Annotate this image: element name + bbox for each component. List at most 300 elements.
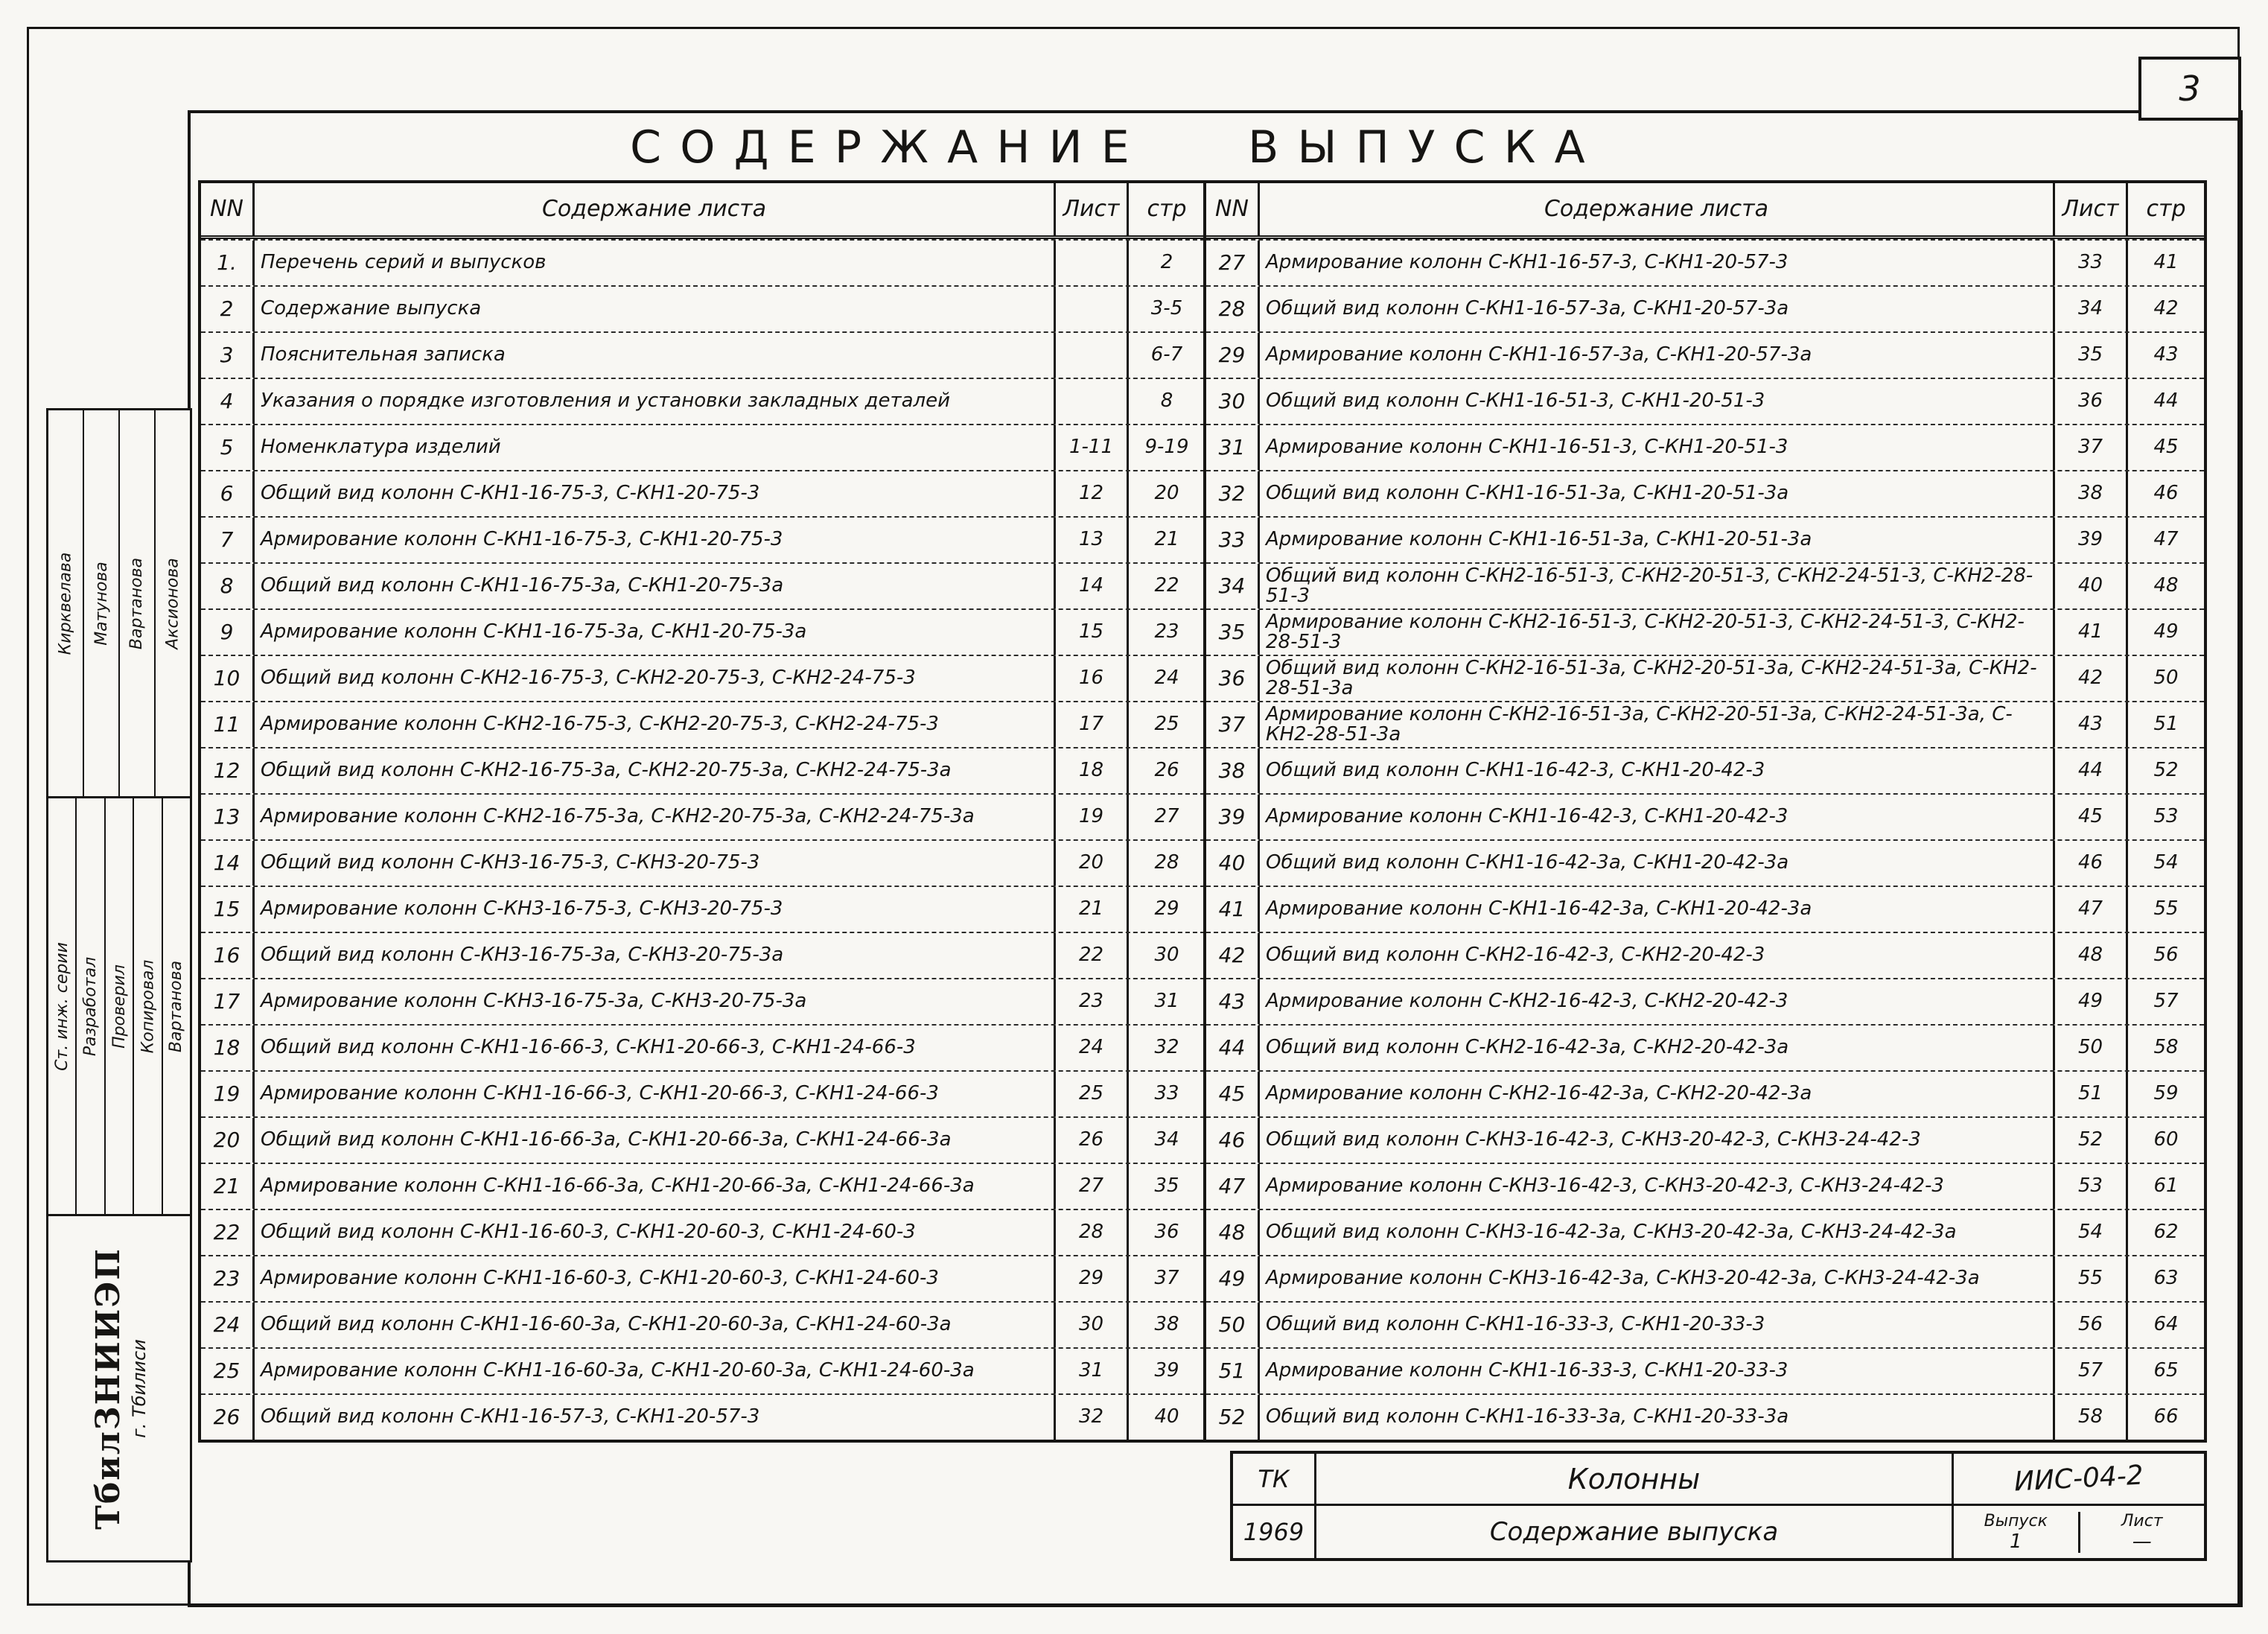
cell-content: Общий вид колонн С-КН1-16-51-3, С-КН1-20-51-3 — [1260, 379, 2055, 424]
cell-nn: 26 — [201, 1395, 255, 1440]
cell-page: 26 — [1154, 759, 1179, 782]
cell-sheet: 36 — [2055, 379, 2128, 424]
cell-sheet: 21 — [1056, 887, 1129, 932]
table-row — [201, 1301, 1205, 1347]
stamp-cell-text: Копировал — [138, 959, 157, 1053]
cell-nn: 30 — [1206, 379, 1260, 424]
stamp-cell — [48, 410, 83, 796]
cell-page: 39 — [1154, 1359, 1179, 1382]
table-row — [201, 932, 1205, 978]
cell-page: 29 — [1154, 897, 1179, 921]
cell-content: Общий вид колонн С-КН3-16-75-3, С-КН3-20-75-3 — [255, 841, 1056, 886]
table-row — [201, 1070, 1205, 1116]
stamp-roles-section — [48, 798, 190, 1216]
cell-content: Армирование колонн С-КН1-16-75-3а, С-КН1-20-75-3а — [255, 610, 1056, 655]
cell-content: Общий вид колонн С-КН2-16-42-3, С-КН2-20-42-3 — [1260, 933, 2055, 978]
cell-content: Армирование колонн С-КН1-16-75-3, С-КН1-20-75-3 — [255, 518, 1056, 562]
cell-page: 41 — [2153, 251, 2179, 274]
cell-sheet: 46 — [2055, 841, 2128, 886]
title-block-issue-sheet — [1954, 1506, 2204, 1558]
page-title: СОДЕРЖАНИЕ ВЫПУСКА — [630, 121, 1604, 174]
cell-sheet: 17 — [1056, 702, 1129, 747]
cell-sheet: 55 — [2055, 1256, 2128, 1301]
organization-city: г. Тбилиси — [128, 1338, 150, 1438]
table-row — [201, 470, 1205, 516]
table-row — [201, 1209, 1205, 1255]
table-row — [1206, 793, 2204, 839]
stamp-cell-text: Ст. инж. серии — [52, 941, 71, 1071]
table-row — [201, 516, 1205, 562]
cell-nn: 39 — [1206, 795, 1260, 839]
cell-page: 2 — [1160, 251, 1173, 274]
table-row — [1206, 516, 2204, 562]
table-body-left — [201, 239, 1205, 1440]
cell-content: Общий вид колонн С-КН2-16-51-3а, С-КН2-20-51-3а, С-КН2-24-51-3а, С-КН2-28-51-3а — [1260, 656, 2055, 701]
approval-stamp-strip — [46, 408, 192, 1563]
cell-page: 55 — [2153, 897, 2179, 921]
cell-content: Общий вид колонн С-КН1-16-57-3, С-КН1-20-57-3 — [255, 1395, 1056, 1440]
cell-page: 49 — [2153, 620, 2179, 643]
cell-nn: 49 — [1206, 1256, 1260, 1301]
cell-page: 47 — [2153, 528, 2179, 551]
cell-page: 20 — [1154, 482, 1179, 505]
cell-content: Пояснительная записка — [255, 333, 1056, 378]
table-row — [1206, 1116, 2204, 1163]
cell-content: Армирование колонн С-КН2-16-51-3, С-КН2-20-51-3, С-КН2-24-51-3, С-КН2-28-51-3 — [1260, 610, 2055, 655]
cell-nn: 14 — [201, 841, 255, 886]
cell-page: 62 — [2153, 1221, 2179, 1244]
cell-sheet: 47 — [2055, 887, 2128, 932]
cell-content: Общий вид колонн С-КН1-16-60-3, С-КН1-20-60-3, С-КН1-24-60-3 — [255, 1210, 1056, 1255]
cell-content: Армирование колонн С-КН2-16-75-3а, С-КН2-20-75-3а, С-КН2-24-75-3а — [255, 795, 1056, 839]
cell-page: 40 — [1154, 1405, 1179, 1428]
cell-page: 45 — [2153, 436, 2179, 459]
cell-content: Армирование колонн С-КН3-16-42-3а, С-КН3-20-42-3а, С-КН3-24-42-3а — [1260, 1256, 2055, 1301]
table-row — [201, 839, 1205, 886]
cell-page: 33 — [1154, 1082, 1179, 1105]
contents-table-left — [198, 180, 1208, 1443]
cell-page: 63 — [2153, 1267, 2179, 1290]
cell-content: Общий вид колонн С-КН1-16-75-3, С-КН1-20-75-3 — [255, 471, 1056, 516]
table-row — [201, 608, 1205, 655]
cell-content: Общий вид колонн С-КН3-16-42-3, С-КН3-20-42-3, С-КН3-24-42-3 — [1260, 1118, 2055, 1163]
table-row — [1206, 1024, 2204, 1070]
table-row — [1206, 562, 2204, 608]
cell-page: 61 — [2153, 1174, 2179, 1198]
table-row — [1206, 1393, 2204, 1440]
title-block-series — [1954, 1454, 2204, 1506]
cell-content: Общий вид колонн С-КН2-16-75-3а, С-КН2-20-75-3а, С-КН2-24-75-3а — [255, 748, 1056, 793]
stamp-cell — [75, 798, 103, 1214]
table-row — [1206, 839, 2204, 886]
cell-page: 36 — [1154, 1221, 1179, 1244]
cell-sheet: 22 — [1056, 933, 1129, 978]
cell-content: Общий вид колонн С-КН1-16-42-3, С-КН1-20-42-3 — [1260, 748, 2055, 793]
stamp-cell — [118, 410, 154, 796]
cell-nn: 15 — [201, 887, 255, 932]
title-block-year: 1969 — [1233, 1506, 1316, 1558]
table-row — [1206, 932, 2204, 978]
cell-sheet: 20 — [1056, 841, 1129, 886]
table-row — [1206, 655, 2204, 701]
header-page: стр — [1147, 196, 1187, 223]
cell-nn: 9 — [201, 610, 255, 655]
cell-nn: 36 — [1206, 656, 1260, 701]
cell-page: 44 — [2153, 390, 2179, 413]
cell-content: Общий вид колонн С-КН1-16-66-3, С-КН1-20-66-3, С-КН1-24-66-3 — [255, 1026, 1056, 1070]
cell-sheet: 28 — [1056, 1210, 1129, 1255]
header-sheet: Лист — [1056, 183, 1129, 235]
cell-page: 59 — [2153, 1082, 2179, 1105]
cell-sheet: 33 — [2055, 241, 2128, 285]
cell-page: 48 — [2153, 574, 2179, 597]
cell-nn: 35 — [1206, 610, 1260, 655]
table-row — [201, 747, 1205, 793]
cell-page: 28 — [1154, 851, 1179, 874]
cell-nn: 4 — [201, 379, 255, 424]
table-row — [1206, 331, 2204, 378]
cell-content: Армирование колонн С-КН1-16-51-3, С-КН1-20-51-3 — [1260, 425, 2055, 470]
table-row — [201, 424, 1205, 470]
cell-sheet: 1-11 — [1056, 425, 1129, 470]
table-row — [1206, 378, 2204, 424]
cell-content: Армирование колонн С-КН3-16-75-3а, С-КН3-20-75-3а — [255, 979, 1056, 1024]
cell-sheet — [1056, 287, 1129, 331]
cell-sheet: 50 — [2055, 1026, 2128, 1070]
header-content: Содержание листа — [255, 183, 1056, 235]
cell-nn: 20 — [201, 1118, 255, 1163]
stamp-cell-text: Матунова — [92, 561, 111, 646]
cell-page: 42 — [2153, 297, 2179, 320]
cell-sheet: 41 — [2055, 610, 2128, 655]
cell-content: Армирование колонн С-КН1-16-57-3а, С-КН1-20-57-3а — [1260, 333, 2055, 378]
cell-content: Общий вид колонн С-КН2-16-75-3, С-КН2-20-75-3, С-КН2-24-75-3 — [255, 656, 1056, 701]
table-row — [1206, 1301, 2204, 1347]
cell-content: Общий вид колонн С-КН1-16-60-3а, С-КН1-20-60-3а, С-КН1-24-60-3а — [255, 1303, 1056, 1347]
cell-nn: 1. — [201, 241, 255, 285]
cell-nn: 46 — [1206, 1118, 1260, 1163]
cell-content: Общий вид колонн С-КН1-16-57-3а, С-КН1-20-57-3а — [1260, 287, 2055, 331]
cell-content: Армирование колонн С-КН1-16-42-3а, С-КН1-20-42-3а — [1260, 887, 2055, 932]
header-nn: NN — [201, 183, 255, 235]
cell-content: Армирование колонн С-КН3-16-42-3, С-КН3-20-42-3, С-КН3-24-42-3 — [1260, 1164, 2055, 1209]
cell-sheet: 52 — [2055, 1118, 2128, 1163]
cell-sheet: 40 — [2055, 564, 2128, 608]
cell-sheet: 31 — [1056, 1349, 1129, 1393]
cell-nn: 50 — [1206, 1303, 1260, 1347]
cell-page: 24 — [1154, 667, 1179, 690]
cell-nn: 6 — [201, 471, 255, 516]
cell-nn: 47 — [1206, 1164, 1260, 1209]
cell-content: Армирование колонн С-КН2-16-42-3, С-КН2-20-42-3 — [1260, 979, 2055, 1024]
cell-page: 34 — [1154, 1128, 1179, 1151]
cell-content: Содержание выпуска — [255, 287, 1056, 331]
cell-sheet — [1056, 379, 1129, 424]
cell-page: 50 — [2153, 667, 2179, 690]
cell-content: Армирование колонн С-КН1-16-66-3, С-КН1-20-66-3, С-КН1-24-66-3 — [255, 1072, 1056, 1116]
cell-sheet: 24 — [1056, 1026, 1129, 1070]
stamp-cell-text: Кирквелава — [56, 552, 75, 655]
table-row — [201, 1393, 1205, 1440]
cell-nn: 38 — [1206, 748, 1260, 793]
organization-name: ТбилЗНИИЭП — [89, 1247, 127, 1530]
cell-page: 32 — [1154, 1036, 1179, 1059]
cell-sheet: 25 — [1056, 1072, 1129, 1116]
cell-content: Перечень серий и выпусков — [255, 241, 1056, 285]
header-sheet: Лист — [2055, 183, 2128, 235]
cell-nn: 16 — [201, 933, 255, 978]
cell-content: Общий вид колонн С-КН3-16-75-3а, С-КН3-20-75-3а — [255, 933, 1056, 978]
table-row — [201, 701, 1205, 747]
cell-sheet: 13 — [1056, 518, 1129, 562]
cell-nn: 17 — [201, 979, 255, 1024]
cell-nn: 40 — [1206, 841, 1260, 886]
cell-page: 6-7 — [1150, 343, 1183, 366]
table-row — [1206, 470, 2204, 516]
cell-page: 65 — [2153, 1359, 2179, 1382]
stamp-cell — [154, 410, 190, 796]
cell-nn: 28 — [1206, 287, 1260, 331]
cell-sheet: 29 — [1056, 1256, 1129, 1301]
cell-sheet: 23 — [1056, 979, 1129, 1024]
cell-page: 35 — [1154, 1174, 1179, 1198]
cell-content: Армирование колонн С-КН1-16-60-3, С-КН1-20-60-3, С-КН1-24-60-3 — [255, 1256, 1056, 1301]
issue-value: 1 — [2009, 1530, 2022, 1553]
cell-content: Армирование колонн С-КН2-16-51-3а, С-КН2-20-51-3а, С-КН2-24-51-3а, С-КН2-28-51-3а — [1260, 702, 2055, 747]
cell-nn: 29 — [1206, 333, 1260, 378]
cell-page: 21 — [1154, 528, 1179, 551]
cell-sheet: 18 — [1056, 748, 1129, 793]
page-number: 3 — [2179, 69, 2201, 109]
table-row — [201, 285, 1205, 331]
title-block — [1230, 1451, 2207, 1561]
cell-nn: 8 — [201, 564, 255, 608]
table-row — [1206, 1070, 2204, 1116]
table-row — [201, 239, 1205, 285]
cell-nn: 43 — [1206, 979, 1260, 1024]
cell-nn: 32 — [1206, 471, 1260, 516]
cell-page: 22 — [1154, 574, 1179, 597]
cell-page: 64 — [2153, 1313, 2179, 1336]
table-row — [1206, 978, 2204, 1024]
cell-nn: 18 — [201, 1026, 255, 1070]
cell-sheet: 12 — [1056, 471, 1129, 516]
table-row — [201, 1347, 1205, 1393]
cell-content: Общий вид колонн С-КН2-16-51-3, С-КН2-20-51-3, С-КН2-24-51-3, С-КН2-28-51-3 — [1260, 564, 2055, 608]
cell-sheet: 53 — [2055, 1164, 2128, 1209]
cell-sheet: 14 — [1056, 564, 1129, 608]
cell-nn: 3 — [201, 333, 255, 378]
issue-cell — [1954, 1512, 2080, 1553]
cell-sheet: 26 — [1056, 1118, 1129, 1163]
cell-sheet: 43 — [2055, 702, 2128, 747]
cell-content: Указания о порядке изготовления и установки закладных деталей — [255, 379, 1056, 424]
cell-content: Общий вид колонн С-КН1-16-33-3а, С-КН1-20-33-3а — [1260, 1395, 2055, 1440]
stamp-cell-text: Аксионова — [163, 557, 182, 649]
stamp-cell-text: Вартанова — [167, 960, 186, 1052]
stamp-cell-text: Разработал — [81, 956, 101, 1056]
sheet-value: — — [2132, 1530, 2152, 1553]
cell-page: 23 — [1154, 620, 1179, 643]
cell-content: Армирование колонн С-КН1-16-60-3а, С-КН1-20-60-3а, С-КН1-24-60-3а — [255, 1349, 1056, 1393]
cell-content: Общий вид колонн С-КН3-16-42-3а, С-КН3-20-42-3а, С-КН3-24-42-3а — [1260, 1210, 2055, 1255]
cell-content: Армирование колонн С-КН1-16-66-3а, С-КН1-20-66-3а, С-КН1-24-66-3а — [255, 1164, 1056, 1209]
cell-nn: 2 — [201, 287, 255, 331]
table-row — [1206, 1163, 2204, 1209]
cell-content: Общий вид колонн С-КН2-16-42-3а, С-КН2-20-42-3а — [1260, 1026, 2055, 1070]
cell-content: Армирование колонн С-КН1-16-57-3, С-КН1-20-57-3 — [1260, 241, 2055, 285]
cell-nn: 42 — [1206, 933, 1260, 978]
cell-nn: 51 — [1206, 1349, 1260, 1393]
stamp-cell — [83, 410, 118, 796]
cell-sheet: 30 — [1056, 1303, 1129, 1347]
cell-sheet: 56 — [2055, 1303, 2128, 1347]
cell-nn: 52 — [1206, 1395, 1260, 1440]
table-row — [201, 655, 1205, 701]
table-header-row — [1206, 183, 2204, 239]
stamp-cell — [104, 798, 133, 1214]
cell-page: 56 — [2153, 944, 2179, 967]
cell-nn: 21 — [201, 1164, 255, 1209]
issue-label: Выпуск — [1984, 1511, 2048, 1530]
table-row — [201, 378, 1205, 424]
cell-content: Общий вид колонн С-КН1-16-33-3, С-КН1-20-33-3 — [1260, 1303, 2055, 1347]
title-block-project: Колонны — [1316, 1454, 1954, 1506]
cell-page: 54 — [2153, 851, 2179, 874]
cell-sheet — [1056, 241, 1129, 285]
table-header-row — [201, 183, 1205, 239]
cell-nn: 44 — [1206, 1026, 1260, 1070]
table-row — [1206, 1255, 2204, 1301]
cell-sheet: 51 — [2055, 1072, 2128, 1116]
cell-nn: 22 — [201, 1210, 255, 1255]
cell-sheet: 58 — [2055, 1395, 2128, 1440]
cell-nn: 5 — [201, 425, 255, 470]
contents-table-right — [1203, 180, 2207, 1443]
stamp-cell — [133, 798, 161, 1214]
cell-nn: 41 — [1206, 887, 1260, 932]
cell-page: 52 — [2153, 759, 2179, 782]
cell-content: Армирование колонн С-КН3-16-75-3, С-КН3-20-75-3 — [255, 887, 1056, 932]
cell-nn: 25 — [201, 1349, 255, 1393]
table-row — [201, 978, 1205, 1024]
title-block-code: ТК — [1233, 1454, 1316, 1506]
cell-page: 60 — [2153, 1128, 2179, 1151]
table-row — [1206, 239, 2204, 285]
cell-content: Общий вид колонн С-КН1-16-42-3а, С-КН1-20-42-3а — [1260, 841, 2055, 886]
cell-page: 57 — [2153, 990, 2179, 1013]
cell-page: 66 — [2153, 1405, 2179, 1428]
cell-nn: 34 — [1206, 564, 1260, 608]
cell-sheet: 32 — [1056, 1395, 1129, 1440]
cell-nn: 11 — [201, 702, 255, 747]
cell-sheet: 35 — [2055, 333, 2128, 378]
cell-nn: 7 — [201, 518, 255, 562]
cell-nn: 31 — [1206, 425, 1260, 470]
cell-page: 51 — [2153, 713, 2179, 736]
title-block-doc-title: Содержание выпуска — [1316, 1506, 1954, 1558]
table-row — [201, 562, 1205, 608]
page-number-box — [2138, 57, 2241, 121]
cell-nn: 37 — [1206, 702, 1260, 747]
cell-sheet — [1056, 333, 1129, 378]
table-row — [201, 793, 1205, 839]
cell-page: 58 — [2153, 1036, 2179, 1059]
stamp-cell-text: Вартанова — [127, 557, 147, 649]
cell-sheet: 44 — [2055, 748, 2128, 793]
cell-sheet: 57 — [2055, 1349, 2128, 1393]
cell-sheet: 38 — [2055, 471, 2128, 516]
cell-page: 31 — [1154, 990, 1179, 1013]
table-body-right — [1206, 239, 2204, 1440]
stamp-cell — [162, 798, 190, 1214]
cell-sheet: 15 — [1056, 610, 1129, 655]
table-row — [201, 1255, 1205, 1301]
cell-content: Общий вид колонн С-КН1-16-75-3а, С-КН1-20-75-3а — [255, 564, 1056, 608]
cell-sheet: 49 — [2055, 979, 2128, 1024]
cell-page: 30 — [1154, 944, 1179, 967]
table-row — [201, 1024, 1205, 1070]
cell-page: 37 — [1154, 1267, 1179, 1290]
cell-nn: 23 — [201, 1256, 255, 1301]
cell-page: 25 — [1154, 713, 1179, 736]
cell-sheet: 16 — [1056, 656, 1129, 701]
cell-nn: 48 — [1206, 1210, 1260, 1255]
cell-nn: 45 — [1206, 1072, 1260, 1116]
cell-page: 27 — [1154, 805, 1179, 828]
table-row — [1206, 1347, 2204, 1393]
cell-sheet: 48 — [2055, 933, 2128, 978]
cell-page: 38 — [1154, 1313, 1179, 1336]
cell-page: 43 — [2153, 343, 2179, 366]
cell-content: Армирование колонн С-КН1-16-42-3, С-КН1-20-42-3 — [1260, 795, 2055, 839]
cell-content: Общий вид колонн С-КН1-16-51-3а, С-КН1-20-51-3а — [1260, 471, 2055, 516]
cell-content: Армирование колонн С-КН2-16-42-3а, С-КН2-20-42-3а — [1260, 1072, 2055, 1116]
cell-page: 3-5 — [1150, 297, 1183, 320]
sheet-label: Лист — [2121, 1511, 2163, 1530]
cell-nn: 10 — [201, 656, 255, 701]
cell-content: Армирование колонн С-КН2-16-75-3, С-КН2-20-75-3, С-КН2-24-75-3 — [255, 702, 1056, 747]
cell-page: 8 — [1160, 390, 1173, 413]
cell-nn: 27 — [1206, 241, 1260, 285]
header-nn: NN — [1206, 183, 1260, 235]
series-code: ИИС-04-2 — [2013, 1460, 2144, 1498]
cell-sheet: 27 — [1056, 1164, 1129, 1209]
table-row — [201, 1116, 1205, 1163]
stamp-signature-section — [48, 410, 190, 798]
table-row — [1206, 1209, 2204, 1255]
cell-content: Номенклатура изделий — [255, 425, 1056, 470]
cell-page: 53 — [2153, 805, 2179, 828]
cell-content: Армирование колонн С-КН1-16-51-3а, С-КН1-20-51-3а — [1260, 518, 2055, 562]
cell-sheet: 37 — [2055, 425, 2128, 470]
table-row — [1206, 701, 2204, 747]
stamp-cell-text: Проверил — [109, 964, 129, 1049]
cell-nn: 19 — [201, 1072, 255, 1116]
cell-sheet: 39 — [2055, 518, 2128, 562]
cell-sheet: 42 — [2055, 656, 2128, 701]
cell-sheet: 19 — [1056, 795, 1129, 839]
table-row — [1206, 608, 2204, 655]
table-row — [1206, 747, 2204, 793]
table-row — [201, 331, 1205, 378]
cell-nn: 33 — [1206, 518, 1260, 562]
stamp-cell — [48, 798, 75, 1214]
cell-content: Армирование колонн С-КН1-16-33-3, С-КН1-20-33-3 — [1260, 1349, 2055, 1393]
cell-nn: 13 — [201, 795, 255, 839]
cell-nn: 24 — [201, 1303, 255, 1347]
cell-content: Общий вид колонн С-КН1-16-66-3а, С-КН1-20-66-3а, С-КН1-24-66-3а — [255, 1118, 1056, 1163]
